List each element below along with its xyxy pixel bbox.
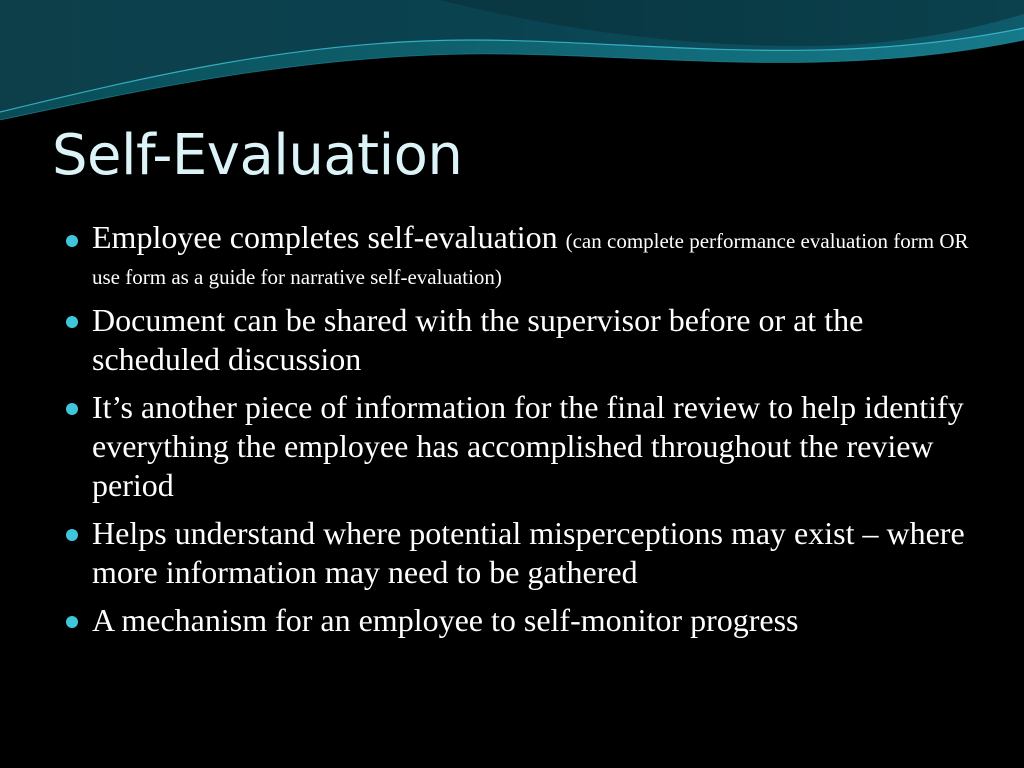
header-wave-decoration [0,0,1024,120]
bullet-dot-icon [66,235,78,247]
bullet-item [66,514,976,592]
bullet-text: Document can be shared with the supervisor before or at the scheduled discussion [92,302,864,377]
bullet-text: It’s another piece of information for the final review to help identify everything the employee has accomplished throughout the review period [92,389,964,503]
bullet-item [66,301,976,379]
bullet-text: Employee completes self-evaluation [92,219,558,255]
bullet-dot-icon [66,316,78,328]
bullet-dot-icon [66,403,78,415]
bullet-dot-icon [66,529,78,541]
bullet-text: A mechanism for an employee to self-monitor progress [92,602,799,638]
bullet-text: Helps understand where potential misperceptions may exist – where more information may need to be gathered [92,515,965,590]
slide-title: Self-Evaluation [52,123,463,188]
bullet-item [66,388,976,505]
bullet-dot-icon [66,616,78,628]
bullet-note: (can complete performance evaluation form OR use form as a guide for narrative self-evaluation) [92,229,969,289]
bullet-list [66,220,976,649]
bullet-item [66,601,976,640]
bullet-item [66,220,976,292]
